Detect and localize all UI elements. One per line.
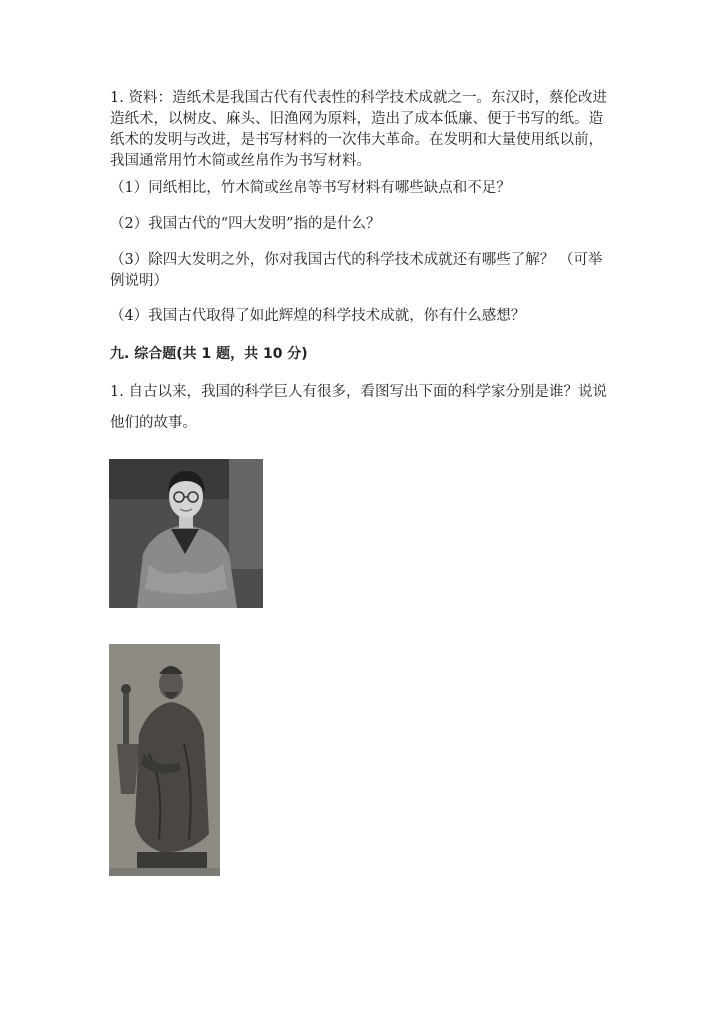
question-3: （3）除四大发明之外，你对我国古代的科学技术成就还有哪些了解？ （可举例说明）: [110, 252, 603, 289]
question-2: （2）我国古代的“四大发明”指的是什么？: [110, 216, 381, 232]
scientist-photo-woman: [109, 459, 263, 608]
reading-passage: 1. 资料：造纸术是我国古代有代表性的科学技术成就之一。东汉时，蔡伦改进造纸术，以树皮、麻头、旧渔网为原料，造出了成本低廉、便于书写的纸。造纸术的发明与改进，是书写材料的一次伟大革命。在发明和大量使用纸以前，我国通常用竹木简或丝帛作为书写材料。: [110, 90, 607, 169]
scientist-statue-photo: [109, 644, 220, 876]
section-title: 九. 综合题(共 1 题，共 10 分): [110, 346, 308, 362]
question-1: （1）同纸相比，竹木简或丝帛等书写材料有哪些缺点和不足？: [110, 180, 511, 196]
section-question: 1. 自古以来，我国的科学巨人有很多，看图写出下面的科学家分别是谁？说说他们的故事。: [110, 384, 607, 431]
question-4: （4）我国古代取得了如此辉煌的科学技术成就，你有什么感想？: [110, 308, 526, 324]
